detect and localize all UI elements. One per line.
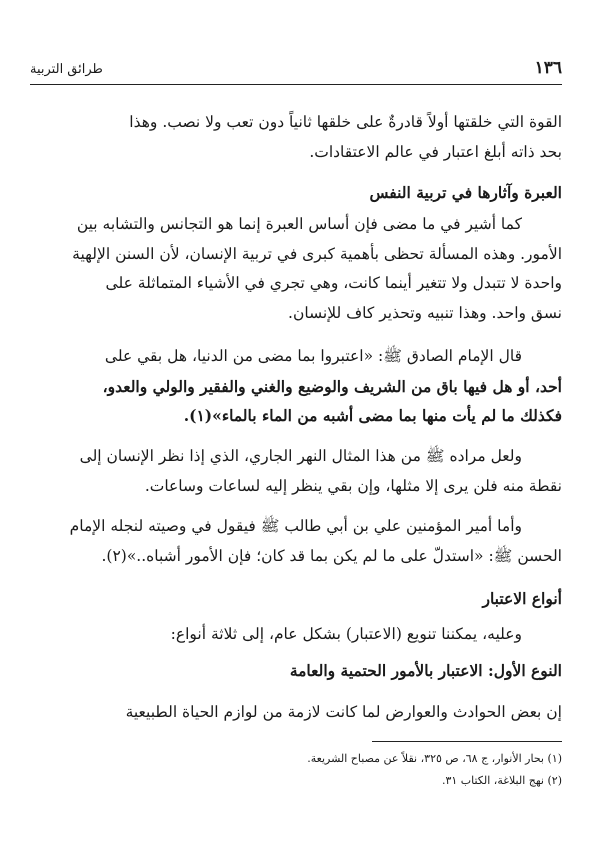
section-heading [30, 178, 562, 208]
running-title: طرائق التربية [30, 62, 103, 77]
text-line: واحدة لا تتبدل ولا تتغير أينما كانت، وهي تجري في الأشياء المتماثلة على [105, 274, 562, 292]
footnote-divider [372, 741, 562, 742]
text-line: نسق واحد. وهذا تنبيه وتحذير كاف للإنسان. [288, 303, 562, 322]
running-header [30, 58, 562, 85]
footnote: (١) بحار الأنوار، ج ٦٨، ص ٣٢٥، نقلاً عن مصباح الشريعة. [307, 752, 562, 765]
text-line: وأما أمير المؤمنين علي بن أبي طالب ﷺ فيقول في وصيته لنجله الإمام [69, 517, 522, 535]
text-line: إن بعض الحوادث والعوارض لما كانت لازمة من لوازم الحياة الطبيعية [125, 703, 562, 721]
heading-text: العبرة وآثارها في تربية النفس [369, 183, 562, 202]
intro-paragraph [30, 108, 562, 167]
text-line: أحد، أو هل فيها باق من الشريف والوضيع والغني والفقير والولي والعدو، [102, 376, 562, 396]
text-line: ولعل مراده ﷺ من هذا المثال النهر الجاري، الذي إذا نظر الإنسان إلى [79, 447, 522, 465]
section-heading [30, 584, 562, 614]
text-line: وعليه، يمكننا تنويع (الاعتبار) بشكل عام، إلى ثلاثة أنواع: [170, 625, 522, 643]
text-line: الأمور. وهذه المسألة تحظى بأهمية كبرى في تربية الإنسان، لأن السنن الإلهية [72, 244, 562, 263]
paragraph-types-intro [30, 620, 562, 650]
text-line: كما أشير في ما مضى فإن أساس العبرة إنما هو التجانس والتشابه بين [76, 215, 522, 233]
paragraph-imam-sadiq-quote [30, 342, 562, 431]
text-line: بحد ذاته أبلغ اعتبار في عالم الاعتقادات. [309, 142, 562, 161]
text-line: نقطة منه فلن يرى إلا مثلها، وإن بقي ينظر إليه لساعات وساعات. [144, 476, 562, 495]
heading-text: أنواع الاعتبار [482, 589, 562, 608]
paragraph-imam-ali-quote [30, 512, 562, 571]
paragraph-river-example [30, 442, 562, 501]
paragraph-similarity [30, 210, 562, 328]
sub-heading [30, 656, 562, 686]
page-number: ١٣٦ [534, 58, 562, 78]
text-line: الحسن ﷺ: «استدلّ على ما لم يكن بما قد كان؛ فإن الأمور أشباه..»(٢). [101, 546, 562, 565]
text-line: قال الإمام الصادق ﷺ: «اعتبروا بما مضى من الدنيا، هل بقي على [104, 347, 522, 365]
heading-text: النوع الأول: الاعتبار بالأمور الحتمية والعامة [289, 661, 562, 680]
paragraph-first-type [30, 698, 562, 728]
footnote: (٢) نهج البلاغة، الكتاب ٣١. [441, 774, 562, 787]
text-line: القوة التي خلقتها أولاً قادرةٌ على خلقها ثانياً دون تعب ولا نصب. وهذا [129, 113, 562, 131]
text-line: فكذلك ما لم يأت منها بما مضى أشبه من الماء بالماء»(١). [183, 406, 562, 425]
